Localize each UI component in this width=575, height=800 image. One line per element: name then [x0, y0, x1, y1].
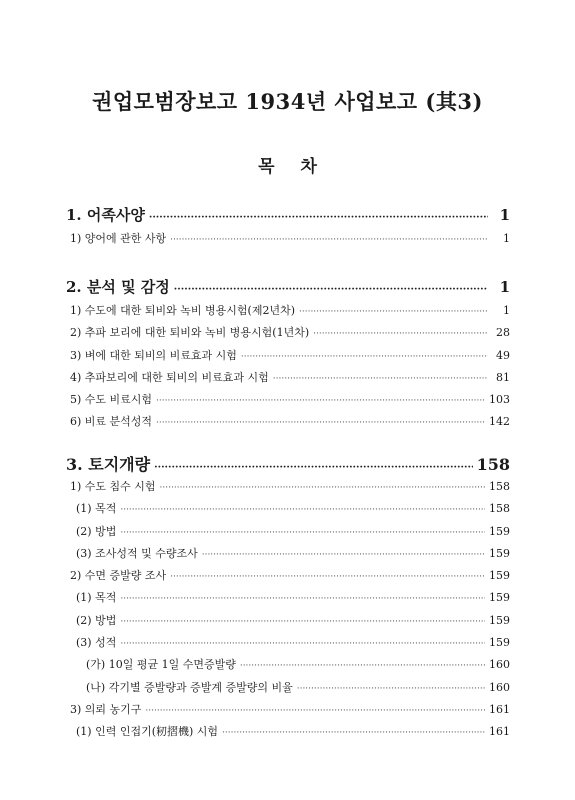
- entry-title: 3) 벼에 대한 퇴비의 비료효과 시험: [70, 348, 237, 362]
- toc-entry[interactable]: [66, 634, 510, 656]
- page-number: 160: [489, 658, 510, 672]
- dot-leader: [120, 502, 485, 515]
- section-title: 3. 토지개량: [66, 455, 151, 474]
- toc-entry[interactable]: [66, 230, 510, 252]
- page-number: 161: [489, 725, 510, 739]
- toc-section-3: [66, 452, 510, 746]
- entry-title: (2) 방법: [76, 613, 117, 627]
- toc-entry[interactable]: [66, 369, 510, 391]
- dot-leader: [273, 371, 488, 384]
- page-number: 161: [489, 702, 510, 716]
- page-number: 159: [489, 636, 510, 650]
- toc-entry[interactable]: [66, 523, 510, 545]
- page-number: 158: [476, 455, 510, 474]
- entry-title: 2) 추파 보리에 대한 퇴비와 녹비 병용시험(1년차): [70, 326, 310, 340]
- page-number: 159: [489, 546, 510, 560]
- toc-entry[interactable]: [66, 413, 510, 435]
- dot-leader: [222, 725, 485, 738]
- page-number: 1: [503, 232, 510, 245]
- dot-leader: [120, 614, 485, 627]
- page-number: 158: [489, 480, 510, 493]
- dot-leader: [156, 393, 485, 406]
- dot-leader: [202, 547, 485, 560]
- page-number: 103: [489, 393, 510, 407]
- section-title: 1. 어족사양: [66, 206, 145, 224]
- entry-title: (3) 성적: [76, 636, 117, 650]
- toc-entry[interactable]: [66, 391, 510, 413]
- toc-section-1: [66, 204, 510, 252]
- entry-title: (1) 인력 인접기(籾摺機) 시험: [76, 725, 219, 739]
- entry-title: (3) 조사성적 및 수량조사: [76, 546, 198, 560]
- dot-leader: [241, 349, 488, 362]
- page-number: 49: [496, 348, 510, 362]
- page-number: 28: [496, 326, 510, 340]
- entry-title: 5) 수도 비료시험: [70, 393, 153, 407]
- toc-entry[interactable]: [66, 701, 510, 723]
- page-number: 159: [489, 569, 510, 583]
- toc-section-heading[interactable]: [66, 276, 510, 302]
- dot-leader: [170, 232, 488, 245]
- toc-section-heading[interactable]: [66, 204, 510, 230]
- toc-section-2: [66, 276, 510, 436]
- toc-entry[interactable]: [66, 324, 510, 346]
- toc-entry[interactable]: [66, 478, 510, 500]
- page-number: 160: [489, 680, 510, 694]
- toc-entry[interactable]: [66, 589, 510, 611]
- toc-entry[interactable]: [66, 679, 510, 701]
- dot-leader: [120, 591, 485, 604]
- entry-title: 3) 의뢰 농기구: [70, 702, 142, 716]
- toc-entry[interactable]: [66, 545, 510, 567]
- section-title: 2. 분석 및 감정: [66, 278, 170, 296]
- entry-title: 6) 비료 분석성적: [70, 415, 153, 429]
- toc-entry[interactable]: [66, 612, 510, 634]
- page-number: 142: [489, 415, 510, 429]
- dot-leader: [240, 658, 485, 671]
- toc-entry[interactable]: [66, 567, 510, 589]
- entry-title: (2) 방법: [76, 524, 117, 538]
- page-number: 1: [503, 304, 510, 317]
- entry-title: 1) 수도 침수 시험: [70, 480, 156, 493]
- dot-leader: [145, 703, 485, 716]
- dot-leader: [160, 480, 485, 493]
- entry-title: (1) 목적: [76, 502, 117, 516]
- dot-leader: [299, 304, 488, 317]
- page-number: 1: [499, 278, 510, 296]
- page-number: 159: [489, 591, 510, 605]
- entry-title: (나) 각기별 증발량과 증발계 증발량의 비율: [86, 680, 293, 694]
- entry-title: (가) 10일 평균 1일 수면증발량: [86, 658, 236, 672]
- toc-heading: 목 차: [258, 157, 327, 177]
- entry-title: 1) 수도에 대한 퇴비와 녹비 병용시험(제2년차): [70, 304, 295, 317]
- dot-leader: [170, 569, 485, 582]
- entry-title: 2) 수면 증발량 조사: [70, 569, 167, 583]
- entry-title: 4) 추파보리에 대한 퇴비의 비료효과 시험: [70, 370, 269, 384]
- dot-leader: [174, 278, 488, 296]
- page-number: 159: [489, 613, 510, 627]
- toc-entry[interactable]: [66, 500, 510, 522]
- dot-leader: [149, 206, 488, 224]
- dot-leader: [154, 455, 472, 474]
- page-number: 81: [496, 370, 510, 384]
- dot-leader: [120, 525, 485, 538]
- page-number: 158: [489, 502, 510, 516]
- dot-leader: [120, 636, 485, 649]
- toc-entry[interactable]: [66, 302, 510, 324]
- page-number: 159: [489, 524, 510, 538]
- toc-entry[interactable]: [66, 347, 510, 369]
- entry-title: (1) 목적: [76, 591, 117, 605]
- toc-entry[interactable]: [66, 723, 510, 745]
- document-title: 권업모범장보고 1934년 사업보고 (其3): [92, 89, 483, 114]
- dot-leader: [313, 326, 488, 339]
- toc-entry[interactable]: [66, 656, 510, 678]
- toc-section-heading[interactable]: [66, 452, 510, 478]
- entry-title: 1) 양어에 관한 사항: [70, 232, 167, 245]
- dot-leader: [297, 681, 485, 694]
- page-number: 1: [499, 206, 510, 224]
- dot-leader: [156, 415, 485, 428]
